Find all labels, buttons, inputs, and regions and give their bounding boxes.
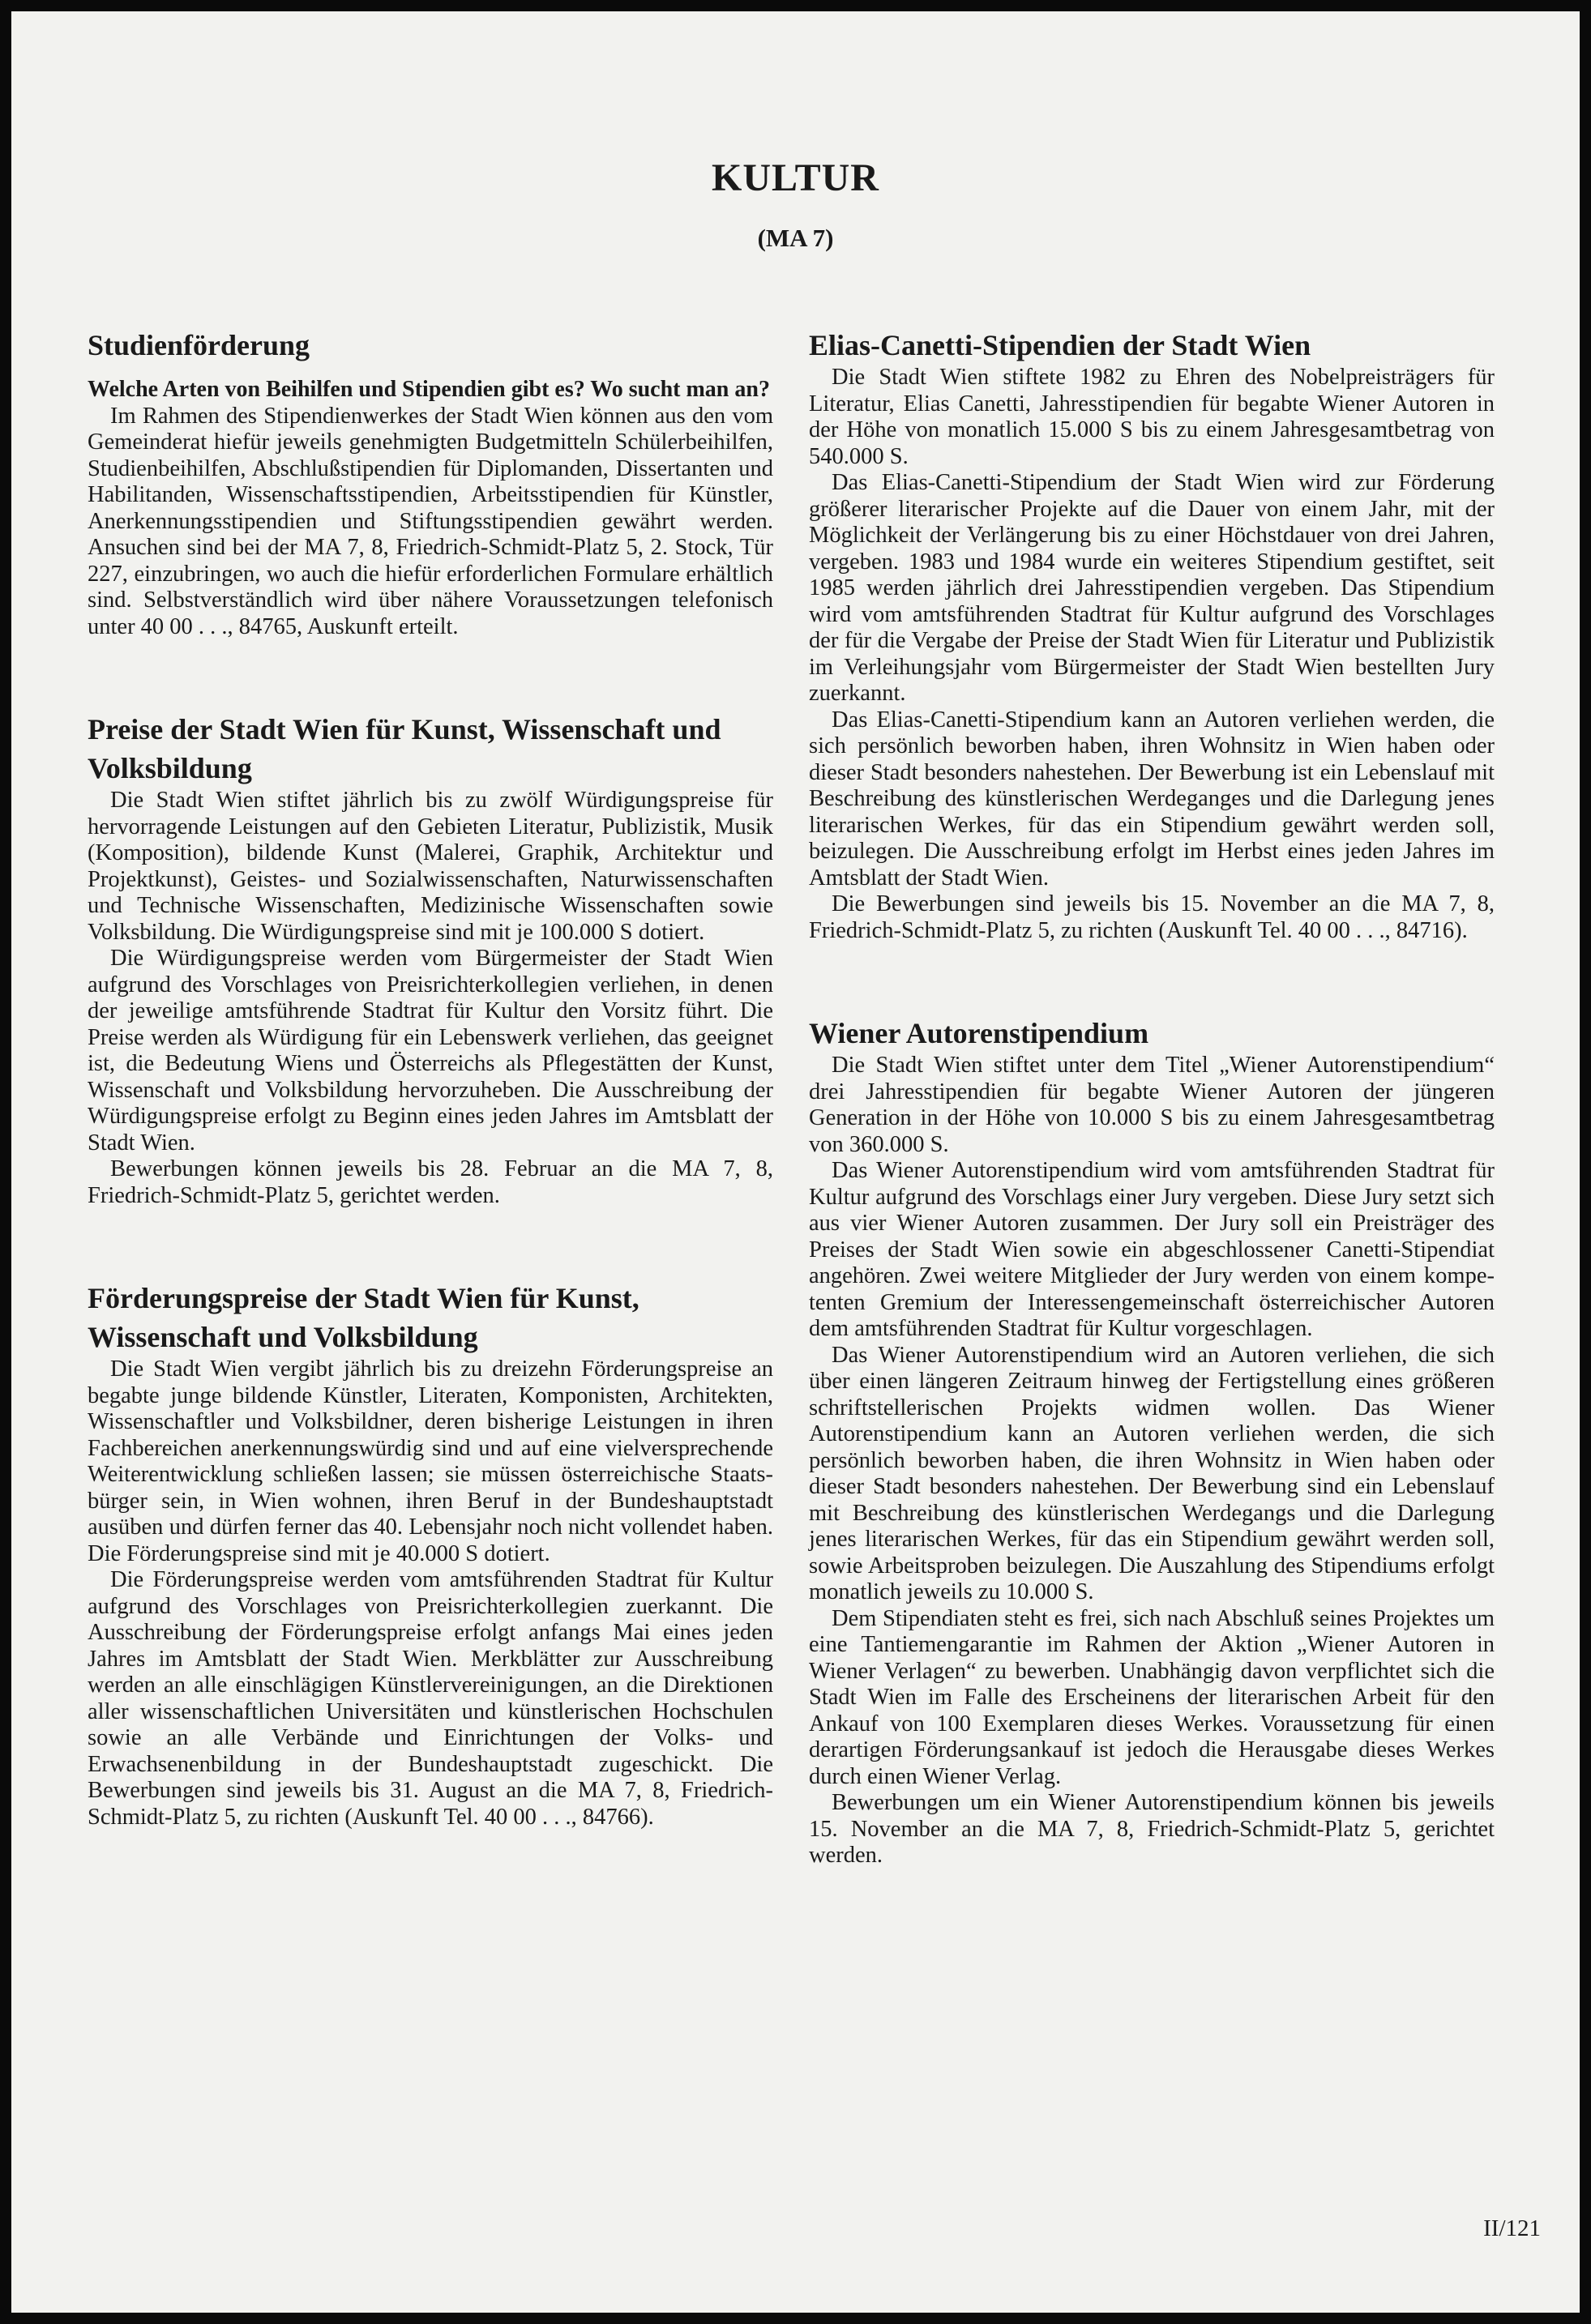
paragraph: Das Wiener Autorenstipendium wird vom amtsführenden Stadtrat für Kultur aufgrund des Vorschlags einer Jury vergeben. Diese Jury setzt sich aus vier Wiener Autoren zusammen. Der Jury soll ein Preisträger des Preises der Stadt Wien sowie ein abgeschlossener Canetti-Stipendiat angehören. Zwei weitere Mitglieder der Jury werden von einem kompetenten Gremium der Interessengemeinschaft österreichischer Autoren dem amtsführenden Stadtrat für Kultur vorgeschlagen. xyxy=(809,1158,1495,1341)
section-wiener-autorenstipendium xyxy=(809,1014,1495,1869)
paragraph: Die Förderungspreise werden vom amtsführenden Stadtrat für Kultur aufgrund des Vorschlages von Preisrichterkollegien zuerkannt. Die Ausschreibung der Förderungspreise erfolgt anfangs Mai eines jeden Jahres im Amtsblatt der Stadt Wien. Merkblätter zur Ausschreibung werden an alle einschlägigen Künstlervereinigungen, an die Direktionen aller wissenschaftlichen Universitäten und künstlerischen Hochschulen sowie an alle Verbände und Einrichtungen der Volks- und Erwachsenenbildung in der Bundeshauptstadt zugeschickt. Die Bewerbungen sind jeweils bis 31. August an die MA 7, 8, Friedrich-Schmidt-Platz 5, zu richten (Auskunft Tel. 40 00 . . ., 84766). xyxy=(88,1567,773,1830)
paragraph: Die Würdigungspreise werden vom Bürgermeister der Stadt Wien aufgrund des Vorschlages von Preisrichterkollegien verliehen, in denen der jeweilige amtsführende Stadtrat für Kultur den Vorsitz führt. Die Preise werden als Würdigung für ein Lebenswerk verliehen, das geeignet ist, die Bedeutung Wiens und Österreichs als Pflegestätten der Kunst, Wissenschaft und Volksbildung hervorzuheben. Die Ausschreibung der Würdigungspreise erfolgt zu Beginn eines jeden Jahres im Amtsblatt der Stadt Wien. xyxy=(88,946,773,1156)
page-title: KULTUR xyxy=(712,156,879,199)
section-heading: Studienförderung xyxy=(88,329,310,361)
right-column xyxy=(809,326,1495,1869)
page-number: II/121 xyxy=(1483,2215,1541,2241)
section-foerderungspreise xyxy=(88,1279,773,1831)
paragraph: Im Rahmen des Stipendienwerkes der Stadt Wien können aus den vom Gemeinderat hiefür jeweils genehmigten Budgetmitteln Schülerbeihilfen, Studienbeihilfen, Abschlußstipendien für Diplomanden, Dissertanten und Habilitanden, Wissenschaftsstipendien, Arbeitsstipendien für Künstler, Anerkennungsstipendien und Stiftungsstipendien gewährt werden. Ansuchen sind bei der MA 7, 8, Friedrich-Schmidt-Platz 5, 2. Stock, Tür 227, einzubringen, wo auch die hiefür erforderlichen Formulare erhältlich sind. Selbstverständlich wird über nähere Voraussetzungen telefonisch unter 40 00 . . ., 84765, Auskunft erteilt. xyxy=(88,403,773,639)
section-heading: Förderungspreise der Stadt Wien für Kunst, Wissenschaft und Volksbildung xyxy=(88,1282,639,1353)
paragraph: Die Bewerbungen sind jeweils bis 15. November an die MA 7, 8, Friedrich-Schmidt-Platz 5, zu richten (Auskunft Tel. 40 00 . . ., 84716). xyxy=(809,891,1495,943)
section-heading: Wiener Autorenstipendium xyxy=(809,1017,1149,1049)
paragraph: Die Stadt Wien stiftete 1982 zu Ehren des Nobelpreisträgers für Literatur, Elias Canetti, Jahresstipendien für begabte Wiener Autoren in der Höhe von monatlich 15.000 S bis zu einem Jahresgesamtbetrag von 540.000 S. xyxy=(809,365,1495,469)
paragraph: Das Elias-Canetti-Stipendium kann an Autoren verliehen werden, die sich persönlich beworben haben, ihren Wohnsitz in Wien haben oder dieser Stadt besonders nahestehen. Der Bewerbung ist ein Lebenslauf mit Beschreibung des künstlerischen Werdeganges und die Darlegung jenes literarischen Werkes, für das ein Stipendium gewährt werden soll, beizulegen. Die Ausschreibung erfolgt im Herbst eines jeden Jahres im Amtsblatt der Stadt Wien. xyxy=(809,707,1495,891)
paragraph: Die Stadt Wien vergibt jährlich bis zu dreizehn Förderungspreise an begabte junge bildende Künstler, Literaten, Komponisten, Architekten, Wissenschaftler und Volksbildner, deren bisherige Leistungen in ihren Fachbereichen anerkennungswürdig sind und auf eine vielversprechende Weiterentwicklung schließen lassen; sie müssen österreichische Staatsbürger sein, in Wien wohnen, ihren Beruf in der Bundeshauptstadt ausüben und dürfen ferner das 40. Lebensjahr noch nicht vollendet haben. Die Förderungspreise sind mit je 40.000 S dotiert. xyxy=(88,1356,773,1566)
document-page xyxy=(11,11,1580,2313)
paragraph: Das Wiener Autorenstipendium wird an Autoren verliehen, die sich über einen längeren Zeitraum hinweg der Fertigstellung eines größeren schriftstellerischen Projekts widmen wollen. Das Wiener Autorenstipendium kann an Autoren verliehen werden, die sich persönlich beworben haben, die ihren Wohnsitz in Wien haben oder dieser Stadt besonders nahestehen. Der Bewerbung sind ein Lebenslauf mit Beschreibung des künstlerischen Werdegangs und die Darlegung jenes literarischen Werkes, für das ein Stipendium gewährt werden soll, sowie Arbeitsproben beizulegen. Die Auszahlung des Stipendiums erfolgt monatlich jeweils zu 10.000 S. xyxy=(809,1342,1495,1604)
paragraph: Bewerbungen können jeweils bis 28. Februar an die MA 7, 8, Friedrich-Schmidt-Platz 5, gerichtet werden. xyxy=(88,1156,773,1208)
paragraph: Die Stadt Wien stiftet jährlich bis zu zwölf Würdigungspreise für hervorragende Leistungen auf den Gebieten Literatur, Publizistik, Musik (Komposition), bildende Kunst (Malerei, Graphik, Architektur und Projektkunst), Geistes- und Sozialwissenschaften, Naturwissenschaften und Technische Wissenschaften, Medizinische Wissenschaften sowie Volksbildung. Die Würdigungspreise sind mit je 100.000 S dotiert. xyxy=(88,788,773,945)
section-preise-stadt-wien xyxy=(88,710,773,1209)
paragraph: Bewerbungen um ein Wiener Autorenstipendium können bis jeweils 15. November an die MA 7, 8, Friedrich-Schmidt-Platz 5, gerichtet werden. xyxy=(809,1790,1495,1868)
section-studienfoerderung xyxy=(88,326,773,640)
paragraph: Das Elias-Canetti-Stipendium der Stadt Wien wird zur Förderung größerer literarischer Projekte auf die Dauer von einem Jahr, mit der Möglichkeit der Verlängerung bis zu einer Höchstdauer von drei Jahren, vergeben. 1983 und 1984 wurde ein weiteres Stipendium gestiftet, seit 1985 werden jährlich drei Jahresstipendien vergeben. Das Stipendium wird vom amtsführenden Stadtrat für Kultur aufgrund des Vorschlages der für die Vergabe der Preise der Stadt Wien für Literatur und Publizistik im Verleihungsjahr vom Bürgermeister der Stadt Wien bestellten Jury zuerkannt. xyxy=(809,470,1495,706)
section-heading: Elias-Canetti-Stipendien der Stadt Wien xyxy=(809,329,1311,361)
section-subheading: Welche Arten von Beihilfen und Stipendien gibt es? Wo sucht man an? xyxy=(88,377,770,402)
page-subtitle: (MA 7) xyxy=(757,224,834,252)
paragraph: Dem Stipendiaten steht es frei, sich nach Abschluß seines Projektes um eine Tantiemengarantie im Rahmen der Aktion „Wiener Autoren in Wiener Verlagen“ zu bewerben. Unabhängig davon verpflichtet sich die Stadt Wien im Falle des Erscheinens der literarischen Arbeit für den Ankauf von 100 Exemplaren dieses Werkes. Voraussetzung für einen derartigen Förderungsankauf ist jedoch die Herausgabe dieses Werkes durch einen Wiener Verlag. xyxy=(809,1605,1495,1789)
left-column xyxy=(88,326,773,1831)
section-heading: Preise der Stadt Wien für Kunst, Wissenschaft und Volksbildung xyxy=(88,713,721,784)
paragraph: Die Stadt Wien stiftet unter dem Titel „Wiener Autorenstipendium“ drei Jahresstipendien für begabte Wiener Autoren der jüngeren Generation in der Höhe von 10.000 S bis zu einem Jahresgesamtbetrag von 360.000 S. xyxy=(809,1053,1495,1157)
section-elias-canetti-stipendien xyxy=(809,326,1495,944)
